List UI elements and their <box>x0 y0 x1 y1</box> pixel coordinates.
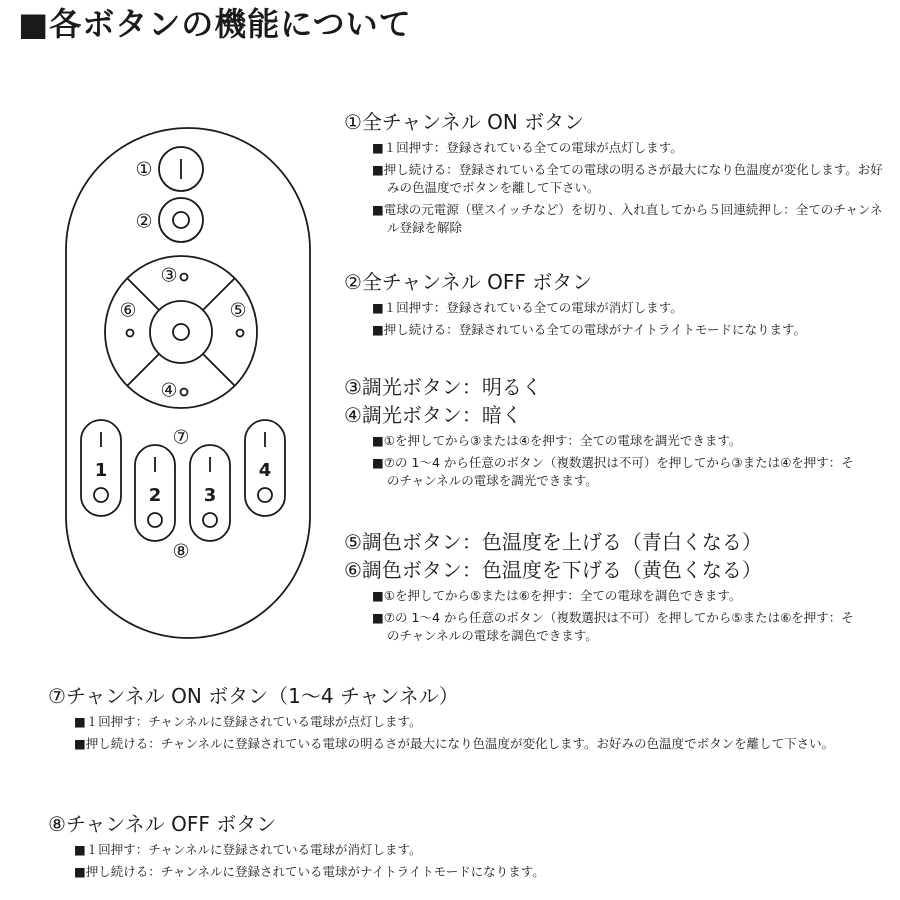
off-symbol-icon <box>173 212 189 228</box>
bullet: ■押し続ける：登録されている全ての電球がナイトライトモードになります。 <box>372 321 807 337</box>
section-channel-off <box>48 810 868 881</box>
bullet: ■①を押してから③または④を押す：全ての電球を調光できます。 <box>372 433 742 448</box>
channel-4-number: 4 <box>258 460 272 481</box>
section-all-off <box>344 268 884 339</box>
bullet: ■１回押す：チャンネルに登録されている電球が消灯します。 <box>74 842 422 857</box>
section-title: ⑤調色ボタン：色温度を上げる（青白くなる） <box>344 530 762 554</box>
darken-indicator-icon <box>181 389 188 396</box>
label-7: ⑦ <box>172 426 190 449</box>
brighten-indicator-icon <box>181 274 188 281</box>
channel-1-number: 1 <box>94 460 108 481</box>
bullet: ■⑦の 1〜4 から任意のボタン（複数選択は不可）を押してから⑤または⑥を押す：そのチャンネルの電球を調色できます。 <box>372 609 854 643</box>
cooler-indicator-icon <box>237 330 244 337</box>
section-channel-on <box>48 682 868 753</box>
bullet: ■１回押す：チャンネルに登録されている電球が点灯します。 <box>74 714 422 729</box>
section-all-on <box>344 108 884 238</box>
remote-control-diagram <box>60 120 320 650</box>
label-4: ④ <box>160 379 178 402</box>
section-title: ④調光ボタン：暗く <box>344 403 522 427</box>
channel-2-number: 2 <box>148 485 162 506</box>
dpad-center <box>150 301 212 363</box>
bullet: ■押し続ける：チャンネルに登録されている電球がナイトライトモードになります。 <box>74 863 545 879</box>
section-dimming <box>344 373 864 491</box>
label-2: ② <box>135 210 153 233</box>
bullet: ■押し続ける：チャンネルに登録されている電球の明るさが最大になり色温度が変化します。お好みの色温度でボタンを離して下さい。 <box>74 735 835 751</box>
bullet: ■１回押す：登録されている全ての電球が点灯します。 <box>372 140 683 155</box>
section-title: ⑥調色ボタン：色温度を下げる（黄色くなる） <box>344 558 762 582</box>
section-title: ②全チャンネル OFF ボタン <box>344 270 593 294</box>
warmer-indicator-icon <box>127 330 134 337</box>
bullet: ■電球の元電源（壁スイッチなど）を切り、入れ直してから５回連続押し：全てのチャンネル登録を解除 <box>372 201 883 235</box>
channel-3-number: 3 <box>203 485 217 506</box>
page-title: ■各ボタンの機能について <box>18 5 412 43</box>
label-1: ① <box>135 158 153 181</box>
dpad-center-icon <box>173 324 189 340</box>
bullet: ■①を押してから⑤または⑥を押す：全ての電球を調色できます。 <box>372 588 742 603</box>
section-title: ⑦チャンネル ON ボタン（1〜4 チャンネル） <box>48 684 459 708</box>
section-color-temp <box>344 528 864 646</box>
all-off-button <box>159 198 203 242</box>
bullet: ■１回押す：登録されている全ての電球が消灯します。 <box>372 300 683 315</box>
section-title: ⑧チャンネル OFF ボタン <box>48 812 277 836</box>
bullet: ■⑦の 1〜4 から任意のボタン（複数選択は不可）を押してから③または④を押す：そのチャンネルの電球を調光できます。 <box>372 454 854 488</box>
section-title: ①全チャンネル ON ボタン <box>344 110 585 134</box>
section-title: ③調光ボタン：明るく <box>344 375 542 399</box>
label-5: ⑤ <box>229 299 247 322</box>
label-3: ③ <box>160 264 178 287</box>
bullet: ■押し続ける：登録されている全ての電球の明るさが最大になり色温度が変化します。お好みの色温度でボタンを離して下さい。 <box>372 161 883 195</box>
label-6: ⑥ <box>119 299 137 322</box>
label-8: ⑧ <box>172 540 190 563</box>
